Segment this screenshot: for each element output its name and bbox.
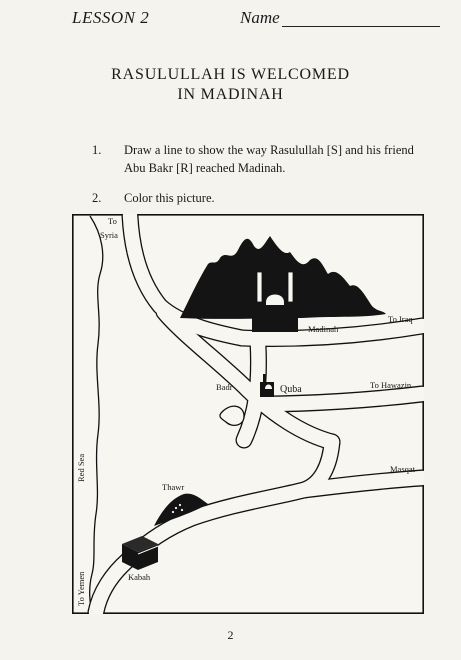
label-to-hawazin: To Hawazin (370, 380, 412, 390)
page-number: 2 (227, 628, 234, 642)
label-to-yemen: To Yemen (76, 571, 86, 606)
label-madinah: Madinah (308, 324, 339, 334)
route-map[interactable] (72, 214, 424, 614)
label-to-iraq: To Iraq (388, 314, 413, 324)
label-masqat: Masqat (390, 464, 416, 474)
instruction-2-number: 2. (92, 191, 102, 205)
page-title-line-1: RASULULLAH IS WELCOMED (111, 66, 350, 83)
name-blank-line[interactable] (282, 26, 440, 27)
label-badr: Badr (216, 382, 233, 392)
instruction-2-text: Color this picture. (124, 191, 215, 205)
instruction-1-text: Draw a line to show the way Rasulullah [S] and his friend Abu Bakr [R] reached Madinah. (124, 143, 414, 175)
label-quba: Quba (280, 384, 302, 395)
label-thawr: Thawr (162, 482, 185, 492)
instruction-1-number: 1. (92, 143, 102, 157)
name-label: Name (240, 8, 280, 27)
route-map-svg[interactable] (72, 214, 424, 614)
label-red-sea: Red Sea (76, 453, 86, 482)
page-title-line-2: IN MADINAH (177, 86, 284, 103)
label-to-syria-1: To (108, 216, 117, 226)
label-to-syria-2: Syria (100, 230, 118, 240)
lesson-label: LESSON 2 (72, 8, 150, 27)
label-kabah: Kabah (128, 572, 151, 582)
